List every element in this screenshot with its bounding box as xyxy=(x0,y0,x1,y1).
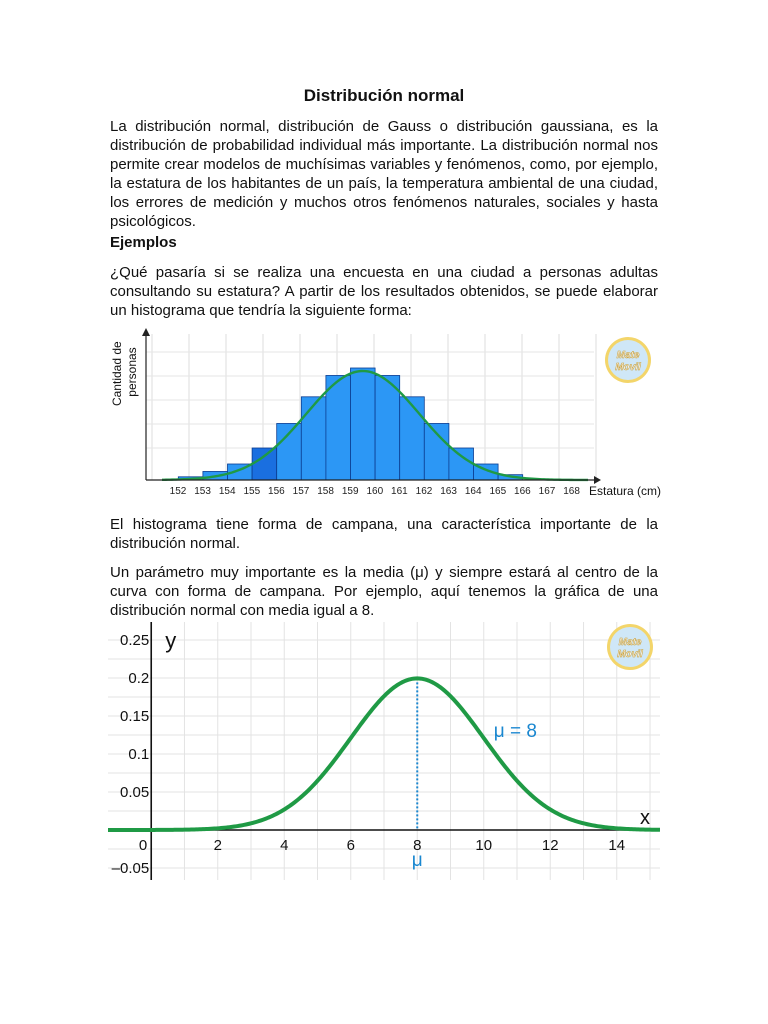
histogram-tick-161: 161 xyxy=(391,486,408,497)
plot-x-tick-14: 14 xyxy=(608,837,626,854)
histogram-note-paragraph: El histograma tiene forma de campana, una característica importante de la distribución normal. xyxy=(110,516,658,552)
plot-y-tick-0.1: 0.1 xyxy=(128,746,150,763)
histogram-tick-159: 159 xyxy=(341,486,359,497)
histogram-tick-154: 154 xyxy=(218,486,236,497)
plot-x-tick-12: 12 xyxy=(541,837,559,854)
histogram-tick-155: 155 xyxy=(243,486,261,497)
histogram-y-label-line1: Cantidad de xyxy=(110,341,124,407)
plot-y-tick-0.2: 0.2 xyxy=(128,670,150,687)
histogram-figure xyxy=(104,324,664,500)
histogram-tick-165: 165 xyxy=(489,486,507,497)
logo-text-line2: Movil xyxy=(615,362,641,373)
plot-x-tick-8: 8 xyxy=(413,837,422,854)
mean-marker-label: μ xyxy=(411,850,423,871)
histogram-y-label xyxy=(110,338,139,406)
histogram-tick-labels xyxy=(170,486,581,497)
histogram-bar-162 xyxy=(400,397,425,480)
matemovil-logo-2 xyxy=(607,624,653,670)
histogram-bar-158 xyxy=(301,397,326,480)
plot-y-tick-0.15: 0.15 xyxy=(120,708,150,725)
histogram-tick-158: 158 xyxy=(317,486,334,497)
page-title: Distribución normal xyxy=(303,86,465,105)
histogram-tick-167: 167 xyxy=(538,486,556,497)
logo-text-line1: Mate xyxy=(616,350,640,361)
histogram-tick-160: 160 xyxy=(366,486,384,497)
histogram-bar-159 xyxy=(326,375,351,480)
matemovil-logo xyxy=(605,337,651,383)
histogram-y-label-line2: personas xyxy=(125,347,139,397)
plot-y-tick-–0.05: –0.05 xyxy=(111,860,150,877)
plot-y-tick-0.25: 0.25 xyxy=(120,632,150,649)
histogram-tick-153: 153 xyxy=(194,486,211,497)
histogram-x-label: Estatura (cm) xyxy=(589,484,662,498)
histogram-bar-161 xyxy=(375,375,400,480)
examples-heading: Ejemplos xyxy=(110,234,177,251)
plot-x-tick-4: 4 xyxy=(280,837,289,854)
histogram-tick-162: 162 xyxy=(415,486,433,497)
plot-x-tick-2: 2 xyxy=(213,837,222,854)
histogram-tick-166: 166 xyxy=(514,486,531,497)
plot-y-label: y xyxy=(165,628,177,653)
normal-curve-plot xyxy=(108,622,660,880)
histogram-bar-156 xyxy=(252,448,277,480)
plot-x-tick-0: 0 xyxy=(138,837,148,854)
histogram-tick-164: 164 xyxy=(464,486,482,497)
histogram-tick-157: 157 xyxy=(292,486,310,497)
plot-y-tick-0.05: 0.05 xyxy=(120,784,150,801)
plot-x-tick-6: 6 xyxy=(346,837,355,854)
histogram-bar-160 xyxy=(351,368,376,480)
histogram-tick-152: 152 xyxy=(169,486,187,497)
question-paragraph: ¿Qué pasaría si se realiza una encuesta en una ciudad a personas adultas consultando su estatura? A partir de los resultados obtenidos, se puede elaborar un histograma que tendría la siguiente forma: xyxy=(110,264,658,319)
plot-x-label: x xyxy=(640,807,650,829)
mean-annotation: μ = 8 xyxy=(493,721,537,742)
plot-x-tick-10: 10 xyxy=(475,837,493,854)
histogram-bar-164 xyxy=(449,448,474,480)
intro-paragraph: La distribución normal, distribución de Gauss o distribución gaussiana, es la distribución de probabilidad individual más importante. La distribución normal nos permite crear modelos de muchísimas variables y fenómenos, como, por ejemplo, la estatura de los habitantes de un país, la temperatura ambiental de una ciudad, los errores de medición y muchos otros fenómenos naturales, sociales y hasta psicológicos. xyxy=(110,118,658,230)
histogram-tick-168: 168 xyxy=(563,486,580,497)
mean-note-paragraph: Un parámetro muy importante es la media (μ) y siempre estará al centro de la curva con forma de campana. Por ejemplo, aquí tenemos la gráfica de una distribución normal con media igual a 8. xyxy=(110,564,658,619)
logo-text-line2: Movil xyxy=(617,649,643,660)
histogram-tick-156: 156 xyxy=(268,486,285,497)
histogram-tick-163: 163 xyxy=(440,486,457,497)
logo-text-line1: Mate xyxy=(618,637,642,648)
